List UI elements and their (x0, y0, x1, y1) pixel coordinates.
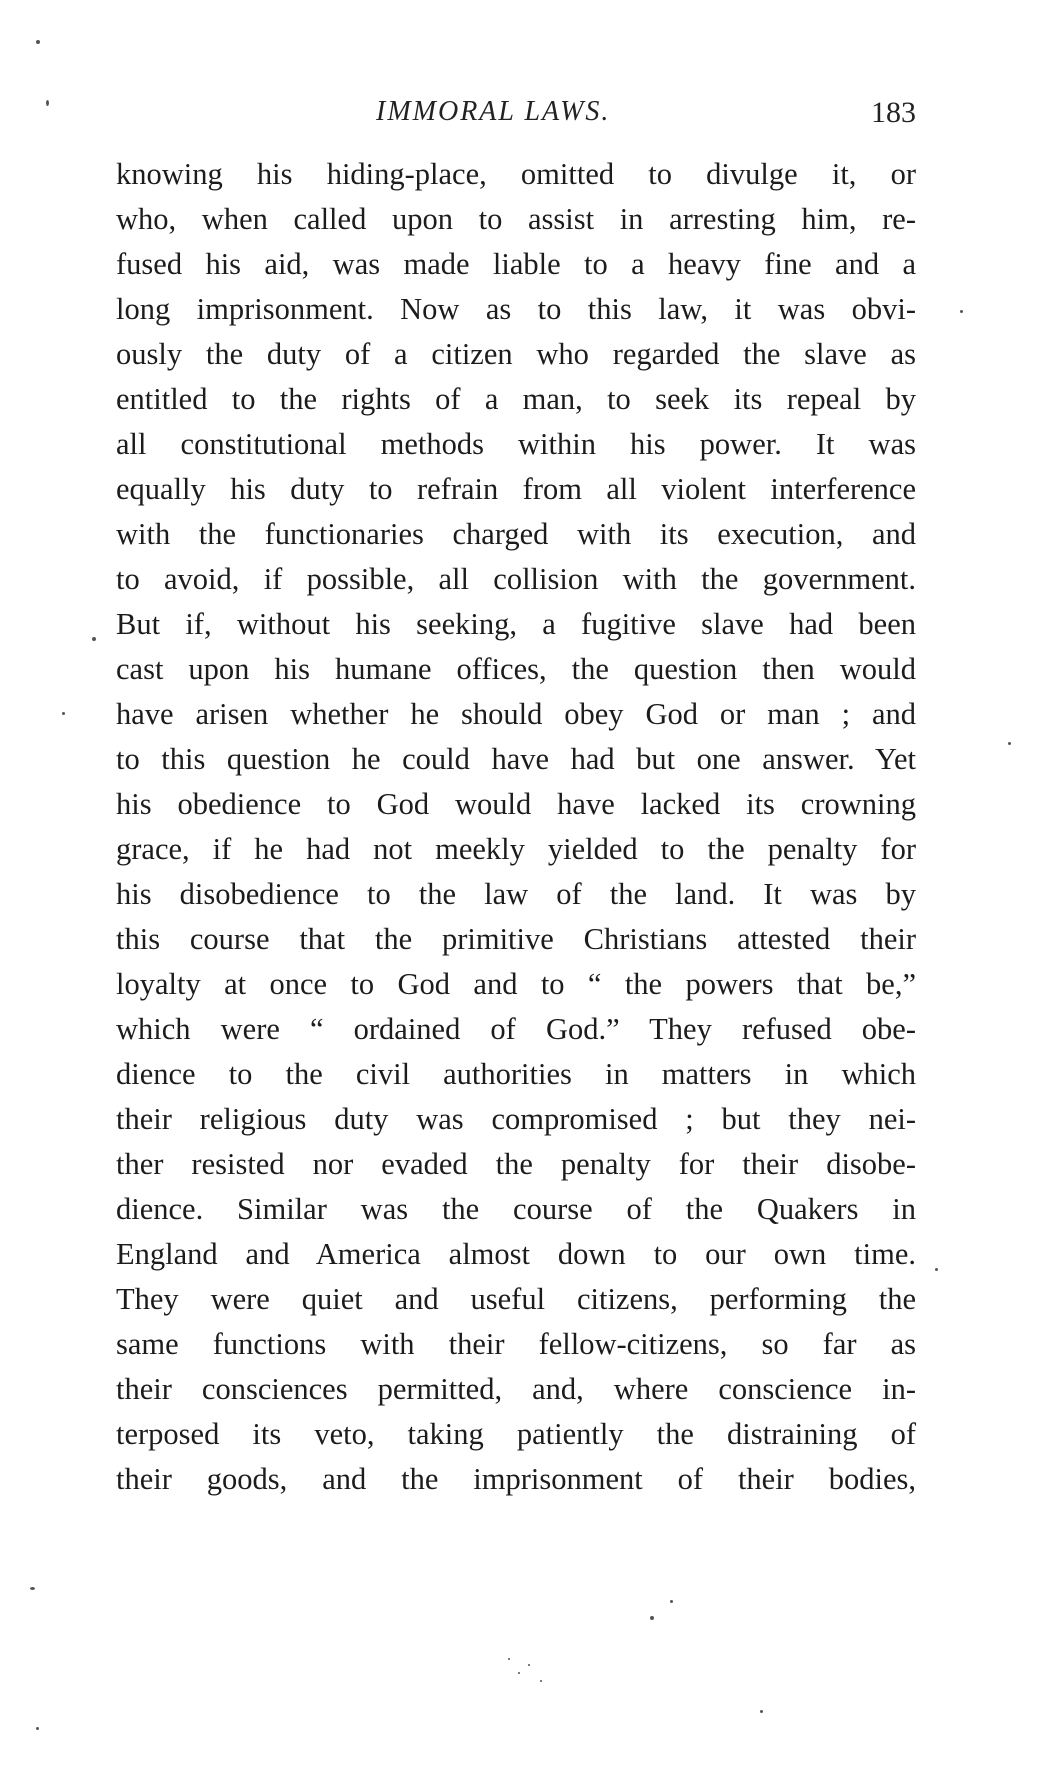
text-line: their goods, and the imprisonment of their bodies, (116, 1462, 916, 1496)
text-line: have arisen whether he should obey God or man ; and (116, 697, 916, 731)
text-line: with the functionaries charged with its execution, and (116, 517, 916, 551)
scan-speck (36, 1727, 39, 1730)
running-title: IMMORAL LAWS. (376, 96, 611, 127)
scan-speck (650, 1616, 654, 1620)
text-line: his obedience to God would have lacked its crowning (116, 787, 916, 821)
scan-speck (92, 637, 96, 641)
text-line: all constitutional methods within his power. It was (116, 427, 916, 461)
text-line: knowing his hiding-place, omitted to divulge it, or (116, 157, 916, 191)
text-line: same functions with their fellow-citizens, so far as (116, 1327, 916, 1361)
page-number: 183 (871, 96, 916, 129)
text-line: fused his aid, was made liable to a heavy fine and a (116, 247, 916, 281)
scan-speck (540, 1680, 542, 1682)
text-line: loyalty at once to God and to “ the powers that be,” (116, 967, 916, 1001)
running-head (116, 96, 916, 136)
scan-speck (960, 310, 963, 313)
scan-speck (670, 1600, 673, 1603)
text-line: ther resisted nor evaded the penalty for their disobe- (116, 1147, 916, 1181)
scan-speck (528, 1664, 530, 1666)
text-line: equally his duty to refrain from all violent interference (116, 472, 916, 506)
text-line: to avoid, if possible, all collision with the government. (116, 562, 916, 596)
text-line: long imprisonment. Now as to this law, it was obvi- (116, 292, 916, 326)
scan-speck (935, 1268, 938, 1271)
text-line: to this question he could have had but one answer. Yet (116, 742, 916, 776)
scan-speck (30, 1587, 35, 1590)
scan-speck (518, 1672, 520, 1674)
text-line: who, when called upon to assist in arresting him, re- (116, 202, 916, 236)
text-line: his disobedience to the law of the land. It was by (116, 877, 916, 911)
text-line: entitled to the rights of a man, to seek its repeal by (116, 382, 916, 416)
text-line: their religious duty was compromised ; but they nei- (116, 1102, 916, 1136)
scan-speck (760, 1710, 763, 1713)
text-line: dience to the civil authorities in matters in which (116, 1057, 916, 1091)
text-line: cast upon his humane offices, the question then would (116, 652, 916, 686)
scan-speck (508, 1658, 510, 1660)
text-line: this course that the primitive Christians attested their (116, 922, 916, 956)
body-text (116, 152, 916, 1502)
scan-speck (1008, 742, 1011, 745)
text-line: dience. Similar was the course of the Quakers in (116, 1192, 916, 1226)
text-line: terposed its veto, taking patiently the distraining of (116, 1417, 916, 1451)
text-line: ously the duty of a citizen who regarded the slave as (116, 337, 916, 371)
text-line: their consciences permitted, and, where conscience in- (116, 1372, 916, 1406)
text-line: They were quiet and useful citizens, performing the (116, 1282, 916, 1316)
text-line: grace, if he had not meekly yielded to the penalty for (116, 832, 916, 866)
scan-speck (36, 40, 40, 44)
scan-speck (46, 100, 49, 106)
scan-speck (62, 712, 65, 715)
text-line: But if, without his seeking, a fugitive slave had been (116, 607, 916, 641)
text-line: which were “ ordained of God.” They refused obe- (116, 1012, 916, 1046)
text-line: England and America almost down to our own time. (116, 1237, 916, 1271)
